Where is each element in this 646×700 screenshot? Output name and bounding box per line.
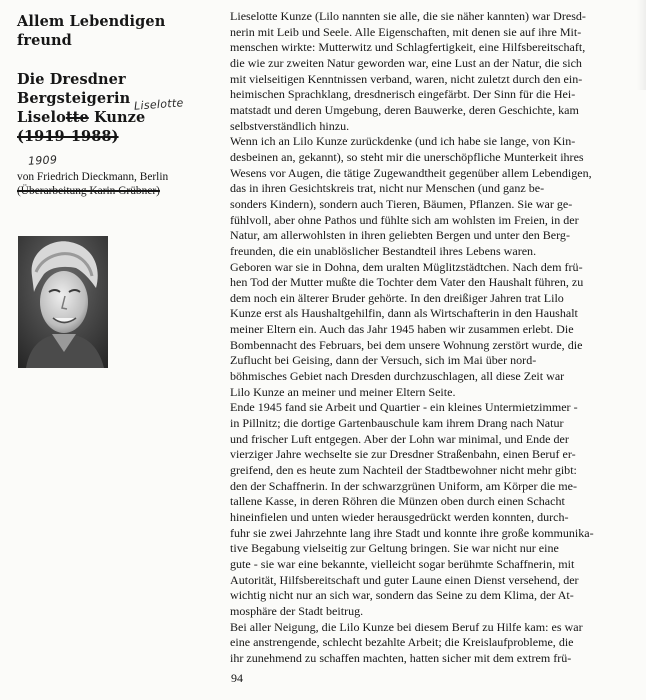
body-line: Kunze erst als Haushaltgehilfin, dann als Wirtschafterin in den Haushalt — [230, 306, 578, 321]
body-line: Ende 1945 fand sie Arbeit und Quartier - ein kleines Untermietzimmer - — [230, 400, 578, 415]
body-line: Bombennacht des Februars, bei dem unsere Wohnung zerstört wurde, die — [230, 337, 583, 352]
body-line: nerin mit Leib und Seele. Alle Eigenschaften, mit denen sie auf ihre Mit- — [230, 24, 582, 39]
page-number: 94 — [231, 671, 243, 685]
portrait-illustration — [18, 236, 108, 368]
body-line: freunden, die ein unablöslicher Bestandteil ihres Lebens waren. — [230, 243, 537, 258]
body-line: Bei aller Neigung, die Lilo Kunze bei diesem Beruf zu Hilfe kam: es war — [230, 619, 583, 634]
body-line: wichtig nicht nur an sich war, sondern das Seine zu dem Klima, der At- — [230, 588, 574, 603]
body-line: tallene Kasse, in deren Röhren die Münzen oben durch einen Schacht — [230, 494, 565, 509]
body-line: Zuflucht bei Geising, dann der Versuch, sich im Mai über nord- — [230, 353, 537, 368]
section-heading — [17, 12, 217, 50]
section-heading-line: freund — [17, 32, 72, 49]
body-line: mosphäre der Stadt beitrug. — [230, 603, 364, 618]
article-title-line — [17, 108, 217, 127]
body-line: gute - sie war eine bekannte, vielleicht sogar berühmte Schaffnerin, mit — [230, 556, 575, 571]
body-line: Wenn ich an Lilo Kunze zurückdenke (und ich habe sie lange, von Kin- — [230, 134, 576, 149]
body-line: sonders Kindern), sondern auch Tieren, Bäumen, Pflanzen. Sie war ge- — [230, 196, 573, 211]
body-line: vierziger Jahre wechselte sie zur Dresdner Straßenbahn, einen Beruf er- — [230, 447, 576, 462]
body-line: hineinfielen und unten wieder herausgedrückt werden konnten, durch- — [230, 510, 569, 524]
body-line: mit vielseitigen Kenntnissen verband, waren, nicht zuletzt durch den ein- — [230, 71, 583, 86]
article-title — [17, 70, 217, 146]
body-line: desbeinen an, gekannt), so steht mir die unerschöpfliche Munterkeit ihres — [230, 149, 584, 164]
body-line: Geboren war sie in Dohna, dem uralten Müglitzstädtchen. Nach dem frü- — [230, 259, 583, 274]
struck-years: (1919-1988) — [17, 128, 119, 145]
body-line: Lilo Kunze an meiner und meiner Eltern Seite. — [230, 384, 456, 399]
body-line: Autorität, Hilfsbereitschaft und guter Laune einen Dienst versehend, der — [230, 572, 579, 587]
body-line: fuhr sie zwei Jahrzehnte lang ihre Stadt und konnte ihre große kommunika- — [230, 525, 594, 540]
article-body — [230, 9, 640, 667]
body-line: und frischer Luft entgegen. Aber der Lohn war minimal, und Ende der — [230, 431, 569, 446]
body-line: böhmisches Gebiet nach Dresden durchzuschlagen, all diese Zeit war — [230, 369, 565, 384]
body-line: heimischen Sprachklang, dresdnerisch eingefärbt. Der Sinn für die Hei- — [230, 87, 576, 102]
body-line: tive Begabung vielseitig zur Geltung bringen. Sie war nicht nur eine — [230, 541, 559, 556]
body-line: Natur, am allerwohlsten in ihren geliebten Bergen und unter den Berg- — [230, 228, 570, 243]
body-line: greifend, den es heute zum Nachteil der Stadtbewohner nicht mehr gibt: — [230, 463, 577, 478]
body-line: meiner Eltern ein. Auch das Jahr 1945 haben wir zusammen erlebt. Die — [230, 322, 574, 337]
article-title-line — [17, 127, 217, 146]
portrait-photo — [18, 236, 108, 368]
struck-letters: tte — [65, 109, 89, 126]
body-line: Wesens vor Augen, die tätige Zugewandtheit gegenüber allem Lebendigen, — [230, 165, 592, 180]
title-surname: Kunze — [88, 109, 146, 126]
author-line: von Friedrich Dieckmann, Berlin — [17, 171, 169, 183]
body-line: die wie zur zweiten Natur geworden war, eine Lust an der Natur, die sich — [230, 55, 582, 70]
body-line: menschen wirkte: Mutterwitz und Schlagfertigkeit, eine Hilfsbereitschaft, — [230, 40, 586, 55]
body-line: fühlvoll, aber ohne Pathos und fühlte sich am wohlsten im Freien, in der — [230, 212, 579, 227]
handwritten-name-note: Liselotte — [133, 96, 184, 113]
revision-line: (Überarbeitung Karin Grübner) — [17, 185, 160, 197]
article-title-line: Bergsteigerin — [17, 90, 131, 107]
body-line: ihr zunehmend zu schaffen machten, hatten sicher mit dem extrem frü- — [230, 650, 572, 665]
body-line: das in ihren Gesichtskreis trat, nicht nur Menschen (und ganz be- — [230, 181, 545, 196]
title-given-name: Liselo — [17, 109, 66, 126]
handwritten-year-note: 1909 — [27, 153, 58, 168]
body-line: Lieselotte Kunze (Lilo nannten sie alle, die sie näher kannten) war Dresd- — [230, 9, 586, 23]
body-line: matstadt und deren Umgebung, deren Bauwerke, deren Geschichte, kam — [230, 102, 579, 117]
byline — [17, 170, 217, 198]
body-line: den der Schaffnerin. In der schwarzgrünen Uniform, am Körper die me- — [230, 478, 577, 493]
article-title-line: Die Dresdner — [17, 71, 126, 88]
section-heading-line: Allem Lebendigen — [17, 13, 166, 30]
body-line: eine anstrengende, schlecht bezahlte Arbeit; die Kreislaufprobleme, die — [230, 635, 574, 650]
body-line: in Pillnitz; die dortige Gartenbauschule kam ihrem Drang nach Natur — [230, 416, 564, 431]
body-line: hen Tod der Mutter mußte die Tochter dem Vater den Haushalt führen, zu — [230, 275, 584, 290]
body-line: selbstverständlich hinzu. — [230, 118, 350, 133]
left-column — [17, 12, 217, 146]
body-line: dem noch ein älterer Bruder gehörte. In den dreißiger Jahren trat Lilo — [230, 290, 564, 305]
